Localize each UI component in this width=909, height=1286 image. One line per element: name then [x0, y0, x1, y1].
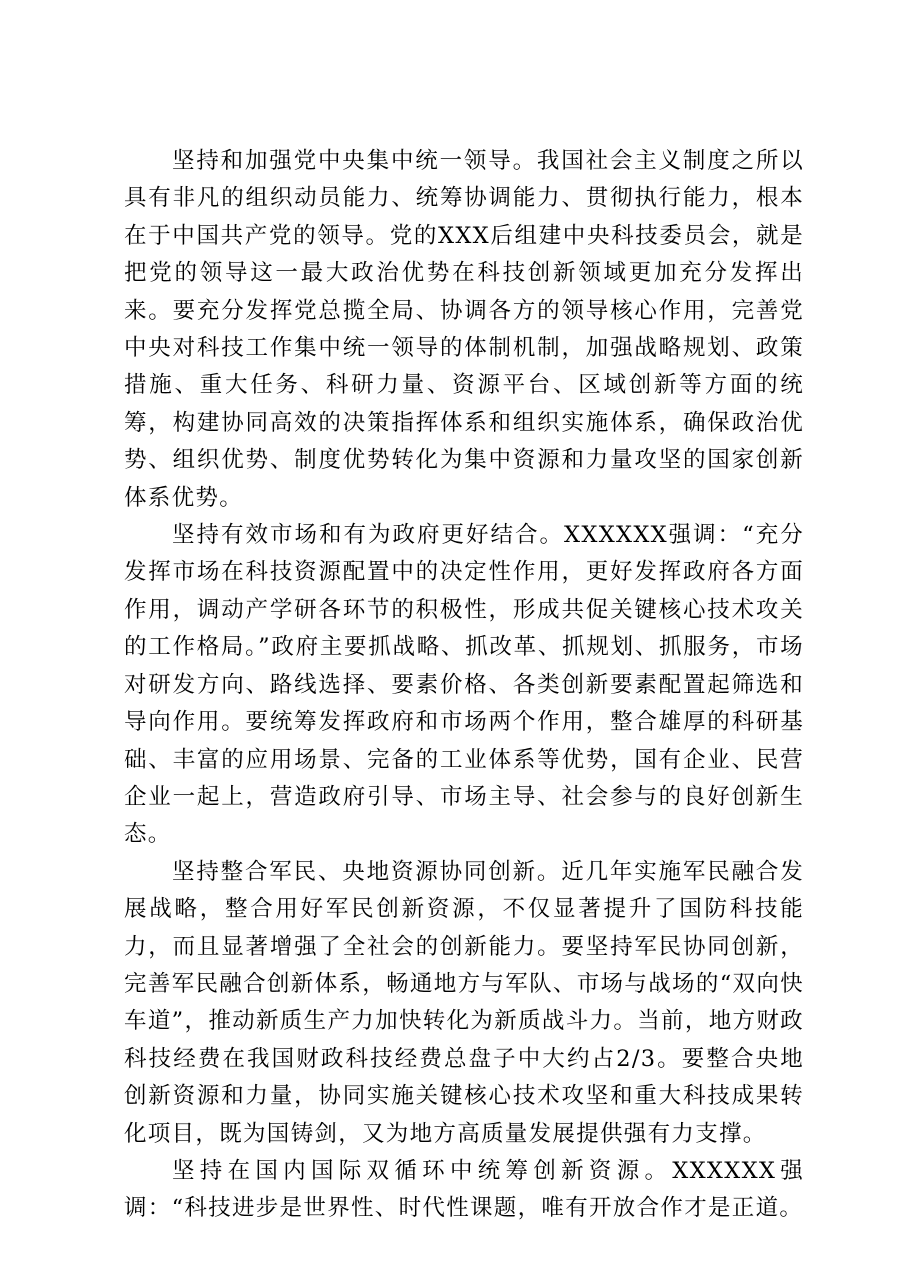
- body-text: [124, 143, 804, 1228]
- paragraph-military-civil: 坚持整合军民、央地资源协同创新。近几年实施军民融合发展战略，整合用好军民创新资源，不仅显著提升了国防科技能力，而且显著增强了全社会的创新能力。要坚持军民协同创新，完善军民融合创新体系，畅通地方与军队、市场与战场的“双向快车道”，推动新质生产力加快转化为新质战斗力。当前，地方财政科技经费在我国财政科技经费总盘子中大约占2/3。要整合央地创新资源和力量，协同实施关键核心技术攻坚和重大科技成果转化项目，既为国铸剑，又为地方高质量发展提供强有力支撑。: [124, 858, 804, 1147]
- paragraph-dual-circulation: 坚持在国内国际双循环中统筹创新资源。XXXXXX强调：“科技进步是世界性、时代性课题，唯有开放合作才是正道。: [124, 1157, 804, 1222]
- paragraph-market-government: 坚持有效市场和有为政府更好结合。XXXXXX强调：“充分发挥市场在科技资源配置中的决定性作用，更好发挥政府各方面作用，调动产学研各环节的积极性，形成共促关键核心技术攻关的工作格局。”政府主要抓战略、抓改革、抓规划、抓服务，市场对研发方向、路线选择、要素价格、各类创新要素配置起筛选和导向作用。要统筹发挥政府和市场两个作用，整合雄厚的科研基础、丰富的应用场景、完备的工业体系等优势，国有企业、民营企业一起上，营造政府引导、市场主导、社会参与的良好创新生态。: [124, 522, 804, 848]
- paragraph-party-leadership: 坚持和加强党中央集中统一领导。我国社会主义制度之所以具有非凡的组织动员能力、统筹协调能力、贯彻执行能力，根本在于中国共产党的领导。党的XXX后组建中央科技委员会，就是把党的领导这一最大政治优势在科技创新领域更加充分发挥出来。要充分发挥党总揽全局、协调各方的领导核心作用，完善党中央对科技工作集中统一领导的体制机制，加强战略规划、政策措施、重大任务、科研力量、资源平台、区域创新等方面的统筹，构建协同高效的决策指挥体系和组织实施体系，确保政治优势、组织优势、制度优势转化为集中资源和力量攻坚的国家创新体系优势。: [124, 148, 804, 511]
